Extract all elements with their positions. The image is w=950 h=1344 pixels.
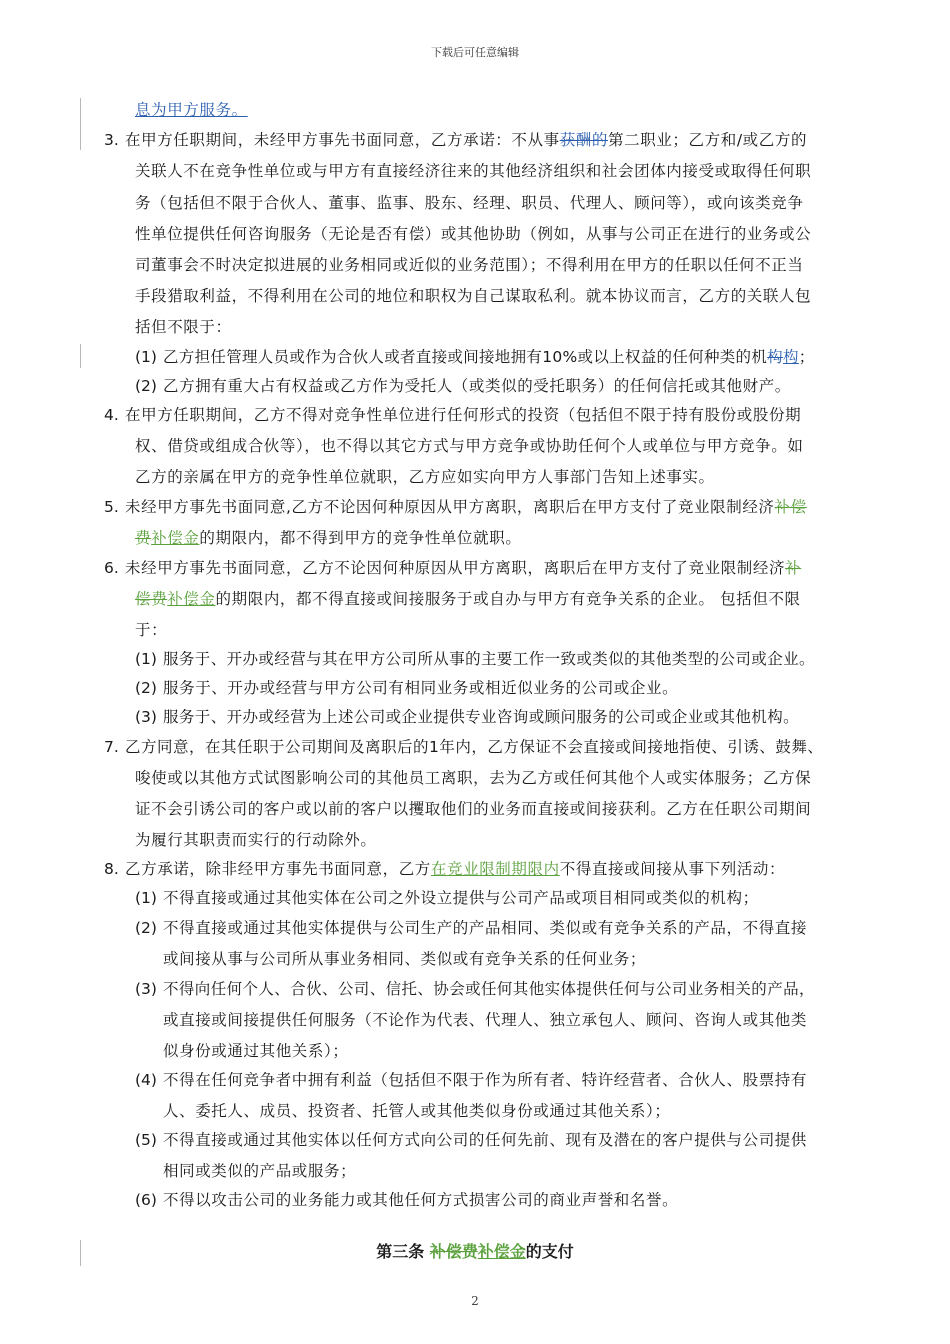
text-run: 在甲方任职期间，未经甲方事先书面同意，乙方承诺：不从事 (125, 131, 560, 149)
text-run: 未经甲方事先书面同意，乙方不论因何种原因从甲方离职，离职后在甲方支付了竞业限制经济 (125, 559, 786, 577)
sub-item-number: (3) (135, 980, 157, 998)
text-line: 为履行其职责而实行的行动除外。 (135, 831, 377, 849)
text-run: 未经甲方事先书面同意,乙方不论因何种原因从甲方离职，离职后在甲方支付了竞业限制经济 (125, 498, 775, 516)
article-heading (0, 1242, 950, 1262)
text-line: 不得直接或通过其他实体在公司之外设立提供与公司产品或项目相同或类似的机构； (163, 889, 759, 907)
sub-item-number: (1) (135, 650, 157, 668)
text-line (125, 130, 807, 150)
text-line: 在甲方任职期间，乙方不得对竞争性单位进行任何形式的投资（包括但不限于持有股份或股份期 (125, 406, 802, 424)
text-line: 务（包括但不限于合伙人、董事、监事、股东、经理、职员、代理人、顾问等），或向该类竞争 (135, 194, 804, 212)
text-line: 人、委托人、成员、投资者、托管人或其他类似身份或通过其他关系）； (163, 1102, 671, 1120)
sub-item-number: (1) (135, 889, 157, 907)
deleted-text: 补偿 (774, 498, 807, 516)
item-number: 4. (104, 406, 119, 424)
heading-text: 第三条 (376, 1242, 430, 1261)
sub-item-number: (3) (135, 708, 157, 726)
heading-text: 的支付 (525, 1242, 574, 1261)
text-run: 第二职业；乙方和/或乙方的 (608, 131, 808, 149)
deleted-text: 构 (767, 348, 783, 366)
text-line (135, 100, 248, 120)
inserted-text: 补偿金 (167, 590, 216, 608)
item-number: 6. (104, 559, 119, 577)
text-line: 似身份或通过其他关系）； (163, 1042, 349, 1060)
text-line: 手段猎取利益，不得利用在公司的地位和职权为自己谋取私利。就本协议而言，乙方的关联人包 (135, 287, 812, 305)
text-line: 相同或类似的产品或服务； (163, 1162, 357, 1180)
text-run: 的期限内，都不得到甲方的竞争性单位就职。 (199, 529, 522, 547)
inserted-text: 构 (782, 348, 799, 366)
inserted-text: 在竞业限制期限内 (430, 860, 560, 878)
text-line: 或直接或间接提供任何服务（不论作为代表、代理人、独立承包人、顾问、咨询人或其他类 (163, 1011, 808, 1029)
deleted-text: 补偿费 (429, 1242, 478, 1261)
text-run: 乙方承诺，除非经甲方事先书面同意，乙方 (125, 860, 431, 878)
text-line: 服务于、开办或经营与甲方公司有相同业务或相近似业务的公司或企业。 (163, 679, 679, 697)
text-line: 关联人不在竞争性单位或与甲方有直接经济往来的其他经济组织和社会团体内接受或取得任何职 (135, 162, 812, 180)
text-line (125, 497, 807, 517)
text-run: 乙方担任管理人员或作为合伙人或者直接或间接地拥有10%或以上权益的任何种类的机 (163, 348, 768, 366)
text-line: 乙方同意，在其任职于公司期间及离职后的1年内，乙方保证不会直接或间接地指使、引诱、鼓舞、 (125, 738, 824, 756)
text-line: 不得直接或通过其他实体提供与公司生产的产品相同、类似或有竞争关系的产品，不得直接 (163, 919, 808, 937)
text-line: 服务于、开办或经营为上述公司或企业提供专业咨询或顾问服务的公司或企业或其他机构。 (163, 708, 800, 726)
sub-item-number: (2) (135, 919, 157, 937)
inserted-text: 补偿金 (477, 1242, 526, 1261)
revision-bar (80, 344, 81, 368)
text-line: 不得向任何个人、合伙、公司、信托、协会或任何其他实体提供任何与公司业务相关的产品， (163, 980, 815, 998)
inserted-text: 补偿金 (151, 529, 200, 547)
deleted-text: 费 (135, 529, 152, 547)
deleted-text: 获酬的 (559, 131, 609, 149)
deleted-text: 补 (785, 559, 802, 577)
text-line: 唆使或以其他方式试图影响公司的其他员工离职，去为乙方或任何其他个人或实体服务；乙方保 (135, 769, 812, 787)
text-run: 的期限内，都不得直接或间接服务于或自办与甲方有竞争关系的企业。 包括但不限 (215, 590, 801, 608)
text-run: ； (798, 348, 815, 366)
text-line (163, 347, 815, 367)
text-line: 乙方拥有重大占有权益或乙方作为受托人（或类似的受托职务）的任何信托或其他财产。 (163, 377, 791, 395)
text-line: 不得直接或通过其他实体以任何方式向公司的任何先前、现有及潜在的客户提供与公司提供 (163, 1131, 808, 1149)
text-line (125, 558, 801, 578)
text-line: 司董事会不时决定拟进展的业务相同或近似的业务范围）；不得利用在甲方的任职以任何不正当 (135, 256, 804, 274)
page-header: 下载后可任意编辑 (431, 46, 519, 59)
sub-item-number: (5) (135, 1131, 157, 1149)
text-line (135, 528, 521, 548)
item-number: 3. (104, 131, 119, 149)
sub-item-number: (6) (135, 1191, 157, 1209)
text-line: 或间接从事与公司所从事业务相同、类似或有竞争关系的任何业务； (163, 950, 647, 968)
text-line: 性单位提供任何咨询服务（无论是否有偿）或其他协助（例如，从事与公司正在进行的业务或公 (135, 225, 812, 243)
text-run: 不得直接或间接从事下列活动： (559, 860, 786, 878)
text-line: 括但不限于： (135, 318, 232, 336)
sub-item-number: (2) (135, 679, 157, 697)
sub-item-number: (2) (135, 377, 157, 395)
inserted-text: 息为甲方服务。 (135, 101, 248, 119)
text-line: 不得在任何竞争者中拥有利益（包括但不限于作为所有者、特许经营者、合伙人、股票持有 (163, 1071, 808, 1089)
text-line: 权、借贷或组成合伙等），也不得以其它方式与甲方竞争或协助任何个人或单位与甲方竞争。如 (135, 437, 804, 455)
text-line (135, 589, 801, 609)
revision-bar (80, 98, 81, 150)
text-line: 证不会引诱公司的客户或以前的客户以攫取他们的业务而直接或间接获利。乙方在任职公司期间 (135, 800, 812, 818)
text-line: 服务于、开办或经营与其在甲方公司所从事的主要工作一致或类似的其他类型的公司或企业。 (163, 650, 815, 668)
item-number: 5. (104, 498, 119, 516)
sub-item-number: (4) (135, 1071, 157, 1089)
text-line: 乙方的亲属在甲方的竞争性单位就职，乙方应如实向甲方人事部门告知上述事实。 (135, 468, 715, 486)
text-line: 不得以攻击公司的业务能力或其他任何方式损害公司的商业声誉和名誉。 (163, 1191, 679, 1209)
text-line (125, 859, 785, 879)
sub-item-number: (1) (135, 348, 157, 366)
text-line: 于： (135, 621, 168, 639)
page-number: 2 (471, 1294, 479, 1308)
deleted-text: 偿费 (135, 590, 168, 608)
item-number: 7. (104, 738, 119, 756)
item-number: 8. (104, 860, 119, 878)
